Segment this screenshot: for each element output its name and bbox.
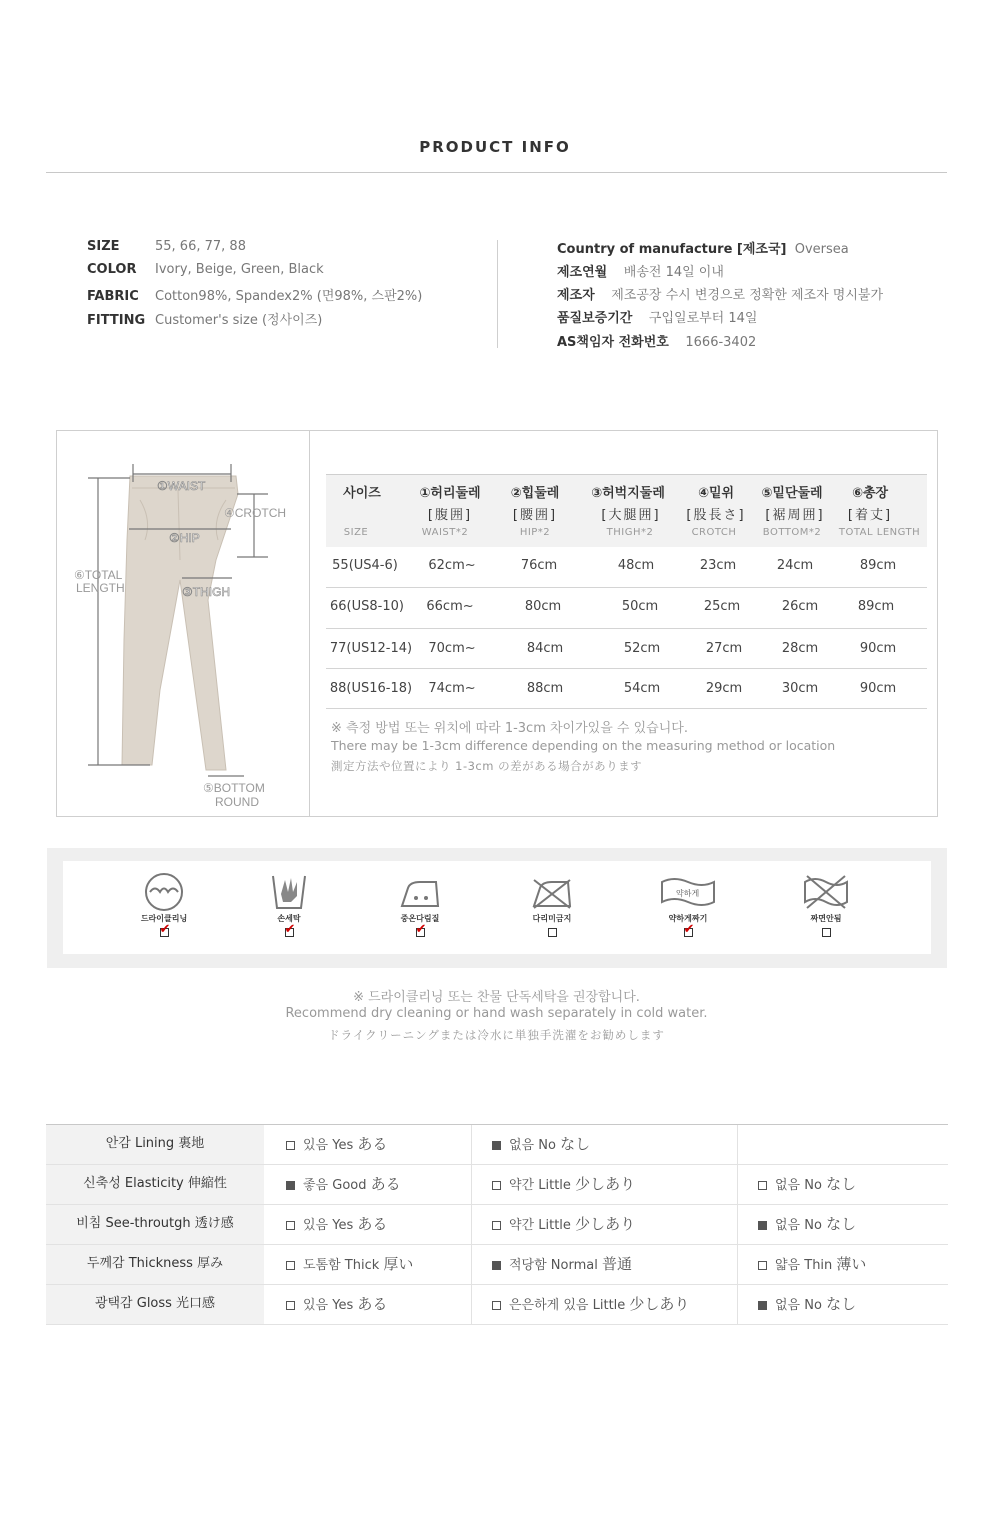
option-text-jp: ある bbox=[357, 1135, 388, 1153]
total-length-label-1: ⑥TOTAL bbox=[74, 568, 123, 582]
option-checkbox bbox=[286, 1221, 295, 1230]
cell-bottom: 28cm bbox=[781, 641, 819, 656]
check-mark: ✔ bbox=[284, 922, 296, 937]
th-total: ⑥총장 bbox=[851, 486, 889, 501]
spec-value: Customer's size (정사이즈) bbox=[155, 313, 323, 328]
cell-total: 89cm bbox=[859, 558, 897, 573]
spec-size bbox=[87, 239, 246, 254]
cell-crotch: 23cm bbox=[699, 558, 737, 573]
th-hip: ②힙둘레 bbox=[510, 486, 560, 501]
spec-value: 배송전 14일 이내 bbox=[623, 265, 724, 280]
check-mark: ✔ bbox=[683, 922, 695, 937]
spec-made-date bbox=[557, 261, 724, 280]
option-text: 적당함 Normal bbox=[509, 1258, 598, 1273]
option-text-jp: 少しあり bbox=[575, 1175, 636, 1193]
th-crotch-en: CROTCH bbox=[691, 527, 737, 538]
fabric-option bbox=[758, 1165, 856, 1204]
spec-manufacturer bbox=[557, 284, 883, 303]
fabric-option bbox=[492, 1125, 590, 1164]
cell-size: 66(US8-10) bbox=[330, 599, 404, 614]
spec-label: AS책임자 전화번호 bbox=[557, 335, 669, 350]
option-checkbox bbox=[758, 1261, 767, 1270]
spec-label: Country of manufacture [제조국] bbox=[557, 242, 787, 257]
cell-divider bbox=[737, 1165, 738, 1204]
option-checkbox bbox=[758, 1221, 767, 1230]
size-note-jp: 測定方法や位置により 1-3cm の差がある場合があります bbox=[331, 759, 643, 773]
th-thigh: ③허벅지둘레 bbox=[591, 486, 665, 501]
care-note-ko: ※ 드라이클리닝 또는 찬물 단독세탁을 권장합니다. bbox=[353, 990, 640, 1005]
fabric-option bbox=[492, 1205, 635, 1244]
cell-waist: 70cm~ bbox=[428, 641, 476, 656]
spec-value: 제조공장 수시 변경으로 정확한 제조자 명시불가 bbox=[611, 288, 884, 303]
th-total-en: TOTAL LENGTH bbox=[838, 527, 921, 538]
spec-divider bbox=[497, 240, 498, 348]
spec-warranty bbox=[557, 307, 757, 326]
option-text: 약간 Little bbox=[509, 1218, 571, 1233]
option-text: 은은하게 있음 Little bbox=[509, 1298, 626, 1313]
th-size: 사이즈 bbox=[343, 486, 381, 501]
cell-waist: 74cm~ bbox=[428, 681, 476, 696]
hand-wash-icon bbox=[267, 872, 311, 912]
th-thigh-cjk: [大腿囲] bbox=[601, 508, 661, 523]
pants-diagram bbox=[60, 440, 305, 810]
option-text-jp: なし bbox=[826, 1175, 857, 1193]
option-checkbox bbox=[758, 1301, 767, 1310]
spec-label: 품질보증기간 bbox=[557, 311, 633, 326]
option-text: 있음 Yes bbox=[303, 1218, 354, 1233]
row-divider bbox=[326, 628, 927, 629]
title-divider bbox=[46, 172, 947, 173]
cell-divider bbox=[737, 1125, 738, 1164]
spec-value: Ivory, Beige, Green, Black bbox=[155, 262, 324, 277]
cell-total: 89cm bbox=[857, 599, 895, 614]
th-crotch: ④밑위 bbox=[697, 486, 735, 501]
cell-size: 55(US4-6) bbox=[332, 558, 398, 573]
option-text: 없음 No bbox=[509, 1138, 556, 1153]
care-checkbox bbox=[415, 922, 427, 937]
spec-label: SIZE bbox=[87, 239, 120, 254]
fabric-option bbox=[492, 1165, 635, 1204]
care-label: 다리미금지 bbox=[532, 914, 572, 923]
cell-total: 90cm bbox=[859, 681, 897, 696]
option-checkbox bbox=[286, 1301, 295, 1310]
fabric-option bbox=[492, 1245, 632, 1284]
option-checkbox bbox=[758, 1181, 767, 1190]
crotch-label: ④CROTCH bbox=[224, 506, 287, 520]
fabric-row-label: 비침 See-throutgh 透け感 bbox=[46, 1205, 264, 1244]
cell-divider bbox=[471, 1125, 472, 1164]
option-text-jp: 薄い bbox=[836, 1255, 867, 1273]
option-text: 약간 Little bbox=[509, 1178, 571, 1193]
care-hand-wash bbox=[244, 872, 334, 937]
row-divider bbox=[326, 668, 927, 669]
care-label: 약하게짜기 bbox=[668, 914, 708, 923]
option-text: 없음 No bbox=[775, 1298, 822, 1313]
option-checkbox bbox=[492, 1141, 501, 1150]
th-bottom: ⑤밑단둘레 bbox=[761, 486, 823, 501]
cell-crotch: 25cm bbox=[703, 599, 741, 614]
option-text-jp: ある bbox=[357, 1215, 388, 1233]
option-checkbox bbox=[492, 1301, 501, 1310]
th-hip-en: HIP*2 bbox=[519, 527, 551, 538]
fabric-row-elasticity bbox=[46, 1165, 948, 1205]
option-text-jp: なし bbox=[560, 1135, 591, 1153]
fabric-option bbox=[286, 1285, 387, 1324]
cell-hip: 84cm bbox=[526, 641, 564, 656]
option-checkbox bbox=[492, 1261, 501, 1270]
option-checkbox bbox=[492, 1181, 501, 1190]
th-crotch-cjk: [股長さ] bbox=[686, 508, 746, 523]
spec-fabric bbox=[87, 285, 422, 304]
option-text-jp: 少しあり bbox=[629, 1295, 690, 1313]
option-text: 도톰함 Thick bbox=[303, 1258, 380, 1273]
fabric-option bbox=[286, 1165, 401, 1204]
spec-value: 55, 66, 77, 88 bbox=[155, 239, 246, 254]
fabric-option bbox=[758, 1285, 856, 1324]
care-gentle-wring bbox=[643, 872, 733, 937]
care-label: 짜면안됨 bbox=[810, 914, 842, 923]
cell-divider bbox=[471, 1205, 472, 1244]
care-iron-medium bbox=[375, 872, 465, 937]
option-text: 좋음 Good bbox=[303, 1178, 367, 1193]
care-note-jp: ドライクリーニングまたは冷水に単独手洗濯をお勧めします bbox=[328, 1028, 665, 1042]
th-waist: ①허리둘레 bbox=[419, 486, 481, 501]
cell-thigh: 48cm bbox=[617, 558, 655, 573]
spec-as-phone bbox=[557, 331, 756, 350]
fabric-row-thickness bbox=[46, 1245, 948, 1285]
iron-medium-icon bbox=[398, 872, 442, 912]
cell-hip: 88cm bbox=[526, 681, 564, 696]
cell-waist: 66cm~ bbox=[426, 599, 474, 614]
care-checkbox bbox=[548, 928, 557, 937]
bottom-round-label-1: ⑤BOTTOM bbox=[203, 781, 265, 795]
size-note-en: There may be 1-3cm difference depending on the measuring method or location bbox=[331, 738, 836, 753]
th-hip-cjk: [腰囲] bbox=[512, 508, 558, 523]
size-note-ko: ※ 측정 방법 또는 위치에 따라 1-3cm 차이가있을 수 있습니다. bbox=[331, 721, 688, 736]
option-text-jp: 少しあり bbox=[575, 1215, 636, 1233]
fabric-option bbox=[758, 1205, 856, 1244]
size-guide-divider bbox=[309, 431, 310, 816]
option-text-jp: 普通 bbox=[601, 1255, 632, 1273]
option-text-jp: なし bbox=[826, 1295, 857, 1313]
cell-size: 77(US12-14) bbox=[329, 641, 413, 656]
th-total-cjk: [着丈] bbox=[847, 508, 893, 523]
cell-crotch: 29cm bbox=[705, 681, 743, 696]
option-text-jp: 厚い bbox=[383, 1255, 414, 1273]
th-bottom-cjk: [裾周囲] bbox=[765, 508, 825, 523]
fabric-option bbox=[286, 1245, 413, 1284]
care-label: 중온다림질 bbox=[400, 914, 440, 923]
gentle-wring-icon bbox=[658, 872, 718, 912]
care-checkbox bbox=[822, 928, 831, 937]
spec-fitting bbox=[87, 309, 322, 328]
cell-hip: 76cm bbox=[520, 558, 558, 573]
th-waist-cjk: [腹囲] bbox=[427, 508, 473, 523]
option-checkbox bbox=[286, 1261, 295, 1270]
th-size-en: SIZE bbox=[343, 527, 369, 538]
spec-country bbox=[557, 238, 849, 257]
th-thigh-en: THIGH*2 bbox=[606, 527, 654, 538]
care-label: 손세탁 bbox=[277, 914, 301, 923]
option-checkbox bbox=[286, 1181, 295, 1190]
option-text: 없음 No bbox=[775, 1178, 822, 1193]
care-checkbox bbox=[284, 922, 296, 937]
row-divider bbox=[326, 587, 927, 588]
th-bottom-en: BOTTOM*2 bbox=[762, 527, 822, 538]
thigh-label: ③THIGH bbox=[182, 585, 231, 599]
fabric-row-label: 신축성 Elasticity 伸縮性 bbox=[46, 1165, 264, 1204]
option-text: 있음 Yes bbox=[303, 1138, 354, 1153]
option-text-jp: ある bbox=[370, 1175, 401, 1193]
cell-divider bbox=[737, 1285, 738, 1324]
care-checkbox bbox=[159, 922, 171, 937]
row-divider bbox=[326, 708, 927, 709]
fabric-row-gloss bbox=[46, 1285, 948, 1325]
bottom-round-label-2: ROUND bbox=[215, 795, 259, 809]
care-no-wring bbox=[781, 872, 871, 937]
spec-value: Oversea bbox=[794, 242, 849, 257]
option-text: 얇음 Thin bbox=[775, 1258, 833, 1273]
no-iron-icon bbox=[530, 872, 574, 912]
option-text: 있음 Yes bbox=[303, 1298, 354, 1313]
th-waist-en: WAIST*2 bbox=[421, 527, 469, 538]
cell-crotch: 27cm bbox=[705, 641, 743, 656]
spec-value: 구입일로부터 14일 bbox=[648, 311, 758, 326]
spec-label: FITTING bbox=[87, 313, 146, 328]
total-length-label-2: LENGTH bbox=[76, 581, 125, 595]
spec-label: COLOR bbox=[87, 262, 137, 277]
care-label: 드라이클리닝 bbox=[140, 914, 188, 923]
cell-divider bbox=[471, 1285, 472, 1324]
option-text-jp: なし bbox=[826, 1215, 857, 1233]
care-checkbox bbox=[683, 922, 695, 937]
fabric-option bbox=[286, 1205, 387, 1244]
cell-divider bbox=[737, 1205, 738, 1244]
option-checkbox bbox=[492, 1221, 501, 1230]
cell-thigh: 50cm bbox=[621, 599, 659, 614]
cell-bottom: 30cm bbox=[781, 681, 819, 696]
dry-clean-icon bbox=[142, 872, 186, 912]
fabric-option bbox=[758, 1245, 866, 1284]
cell-divider bbox=[737, 1245, 738, 1284]
fabric-row-see-through bbox=[46, 1205, 948, 1245]
option-text-jp: ある bbox=[357, 1295, 388, 1313]
cell-divider bbox=[471, 1165, 472, 1204]
fabric-row-label: 안감 Lining 裏地 bbox=[46, 1125, 264, 1164]
fabric-row-label: 두께감 Thickness 厚み bbox=[46, 1245, 264, 1284]
spec-value: Cotton98%, Spandex2% (면98%, 스판2%) bbox=[155, 289, 423, 304]
care-dry-clean bbox=[119, 872, 209, 937]
fabric-row-label: 광택감 Gloss 光口感 bbox=[46, 1285, 264, 1324]
hip-label: ②HIP bbox=[169, 531, 200, 545]
cell-thigh: 54cm bbox=[623, 681, 661, 696]
page-title: PRODUCT INFO bbox=[419, 138, 571, 156]
cell-bottom: 24cm bbox=[776, 558, 814, 573]
spec-color bbox=[87, 262, 324, 277]
check-mark: ✔ bbox=[159, 922, 171, 937]
cell-thigh: 52cm bbox=[623, 641, 661, 656]
care-note-en: Recommend dry cleaning or hand wash separately in cold water. bbox=[285, 1006, 708, 1021]
spec-label: FABRIC bbox=[87, 289, 139, 304]
option-checkbox bbox=[286, 1141, 295, 1150]
spec-label: 제조연월 bbox=[557, 265, 608, 280]
waist-label: ①WAIST bbox=[157, 479, 206, 493]
fabric-row-lining bbox=[46, 1125, 948, 1165]
no-wring-icon bbox=[801, 872, 851, 912]
cell-hip: 80cm bbox=[524, 599, 562, 614]
fabric-option bbox=[286, 1125, 387, 1164]
care-no-iron bbox=[507, 872, 597, 937]
cell-bottom: 26cm bbox=[781, 599, 819, 614]
option-text: 없음 No bbox=[775, 1218, 822, 1233]
cell-divider bbox=[471, 1245, 472, 1284]
cell-total: 90cm bbox=[859, 641, 897, 656]
cell-waist: 62cm~ bbox=[428, 558, 476, 573]
spec-value: 1666-3402 bbox=[685, 335, 757, 350]
svg-text:약하게: 약하게 bbox=[676, 889, 700, 898]
spec-label: 제조자 bbox=[557, 288, 595, 303]
cell-size: 88(US16-18) bbox=[329, 681, 413, 696]
pants-shape bbox=[122, 476, 238, 770]
check-mark: ✔ bbox=[415, 922, 427, 937]
fabric-option bbox=[492, 1285, 689, 1324]
